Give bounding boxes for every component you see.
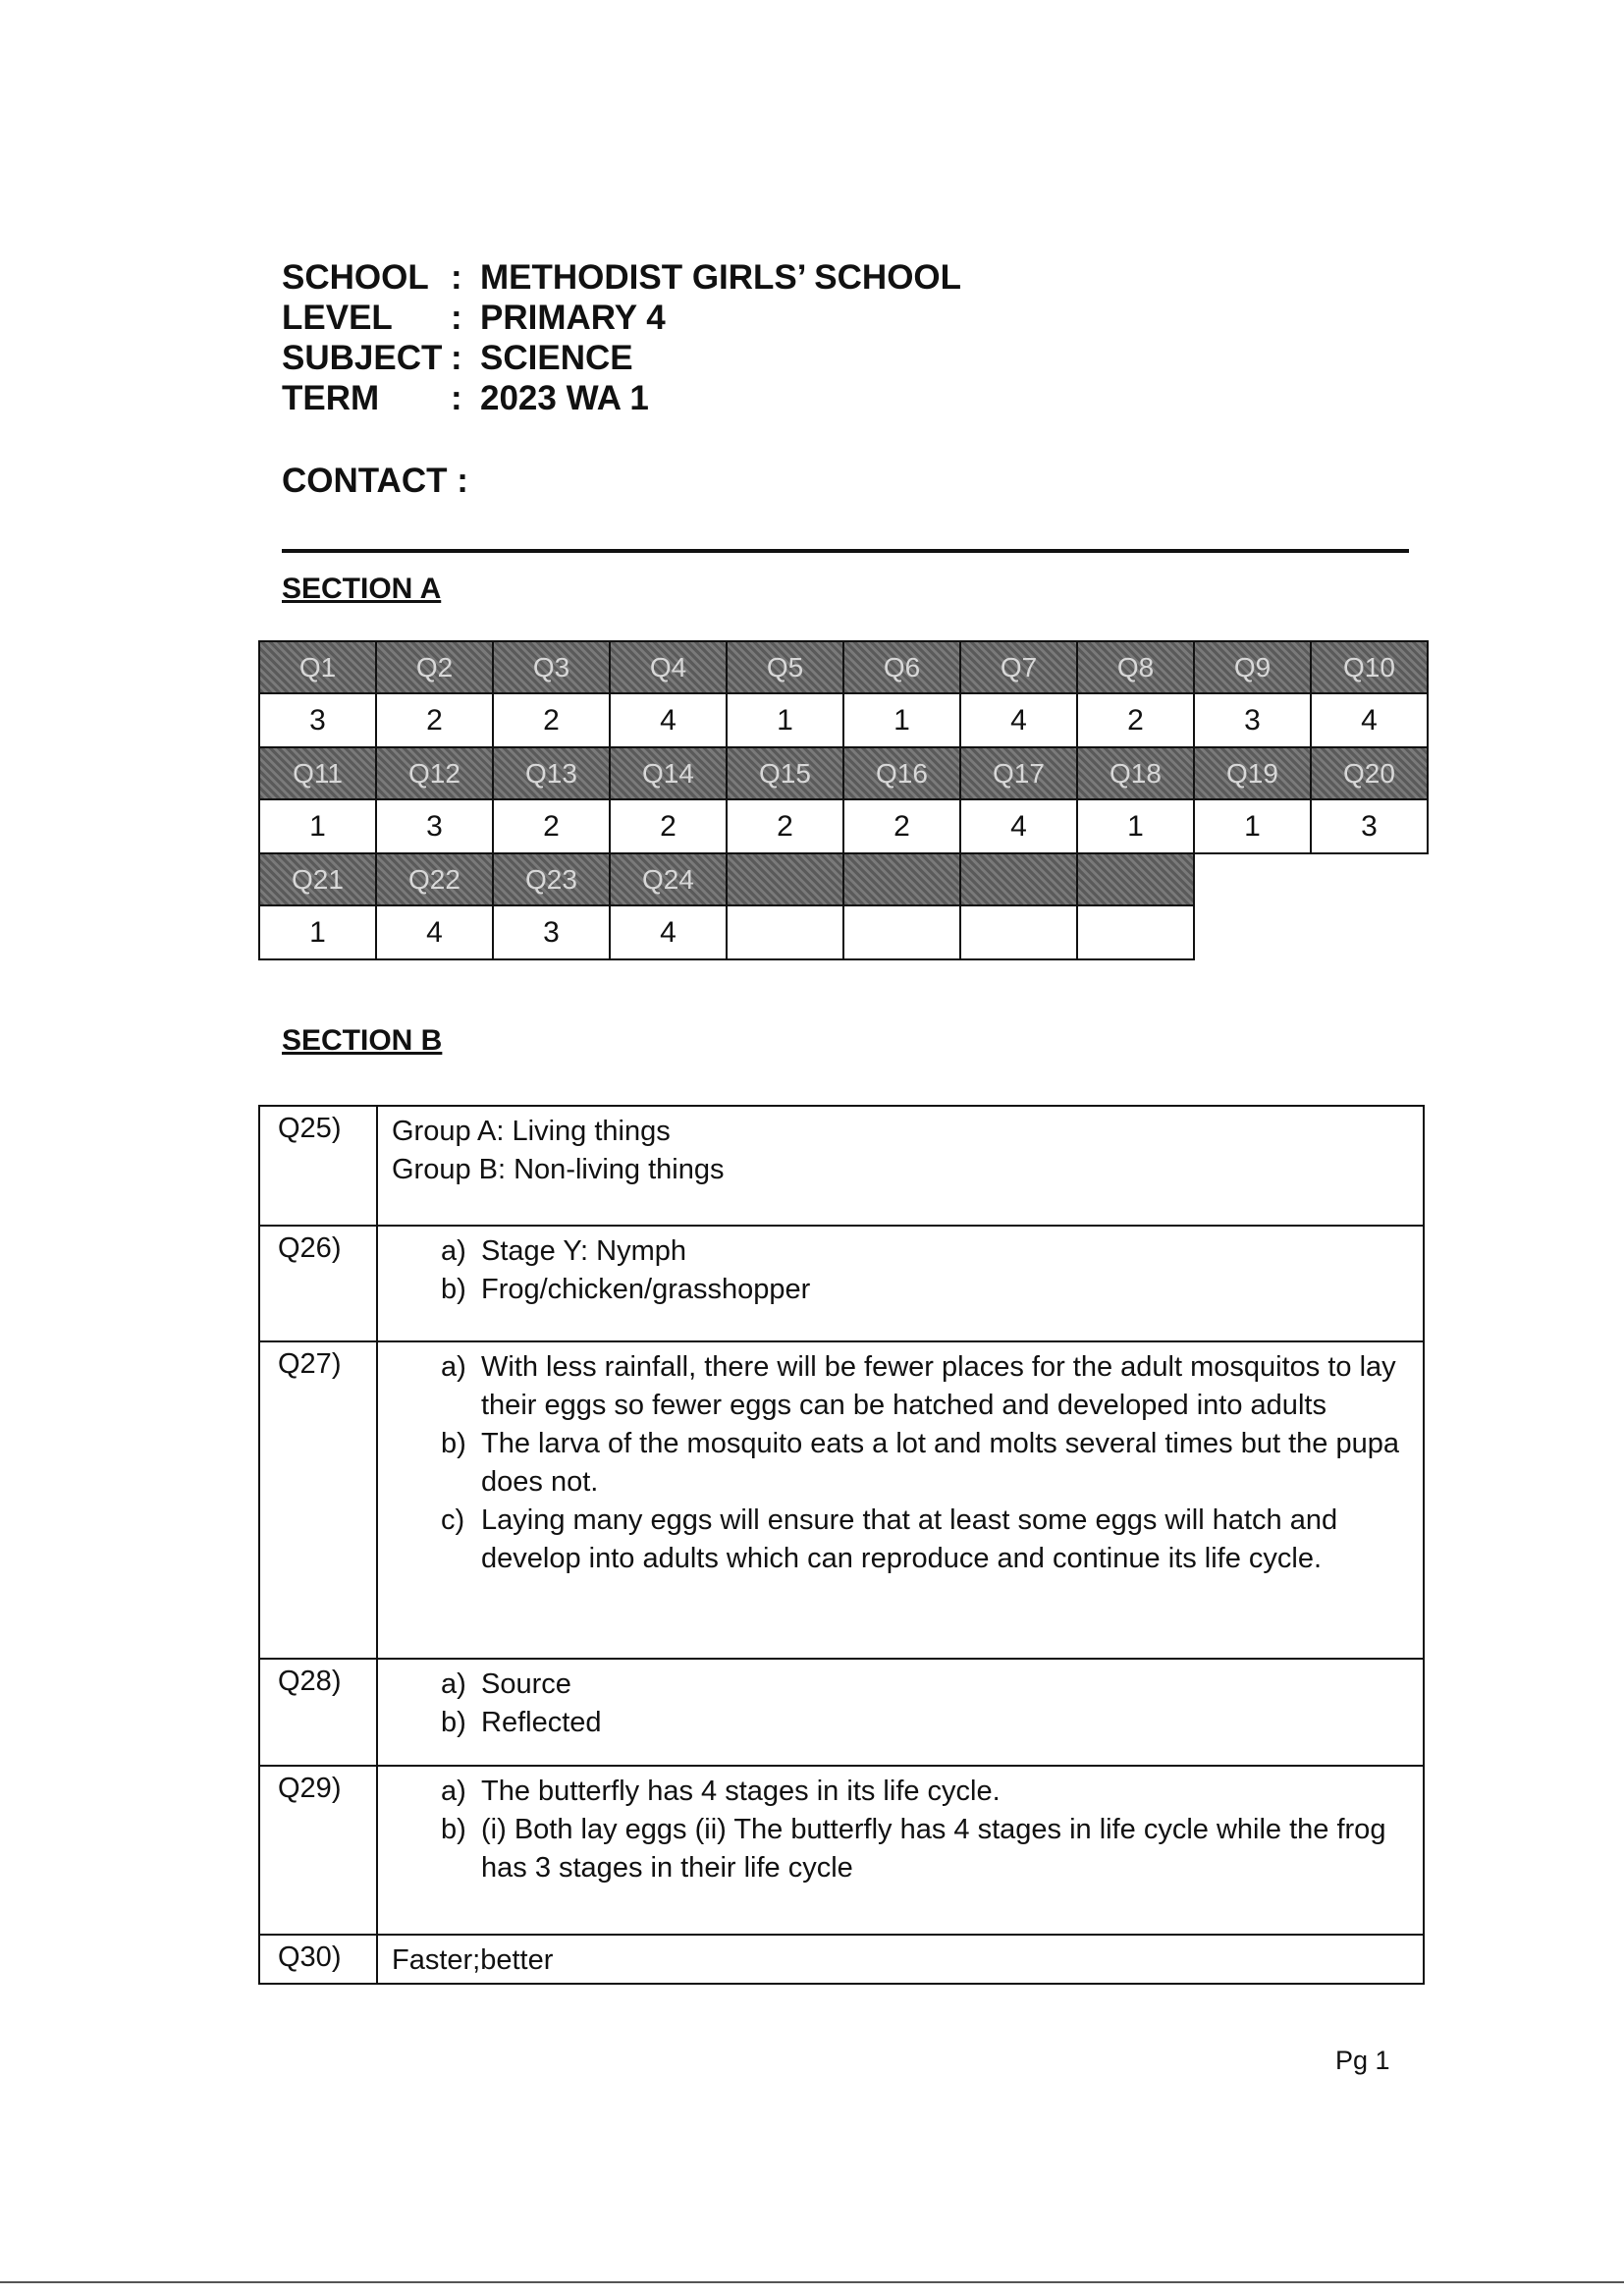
item-text: Reflected bbox=[481, 1707, 602, 1738]
answer-item bbox=[441, 1811, 1409, 1887]
page-bottom-line bbox=[0, 2281, 1624, 2283]
item-text: Source bbox=[481, 1668, 571, 1700]
answer-cell: 1 bbox=[259, 799, 376, 853]
question-number-cell: Q19 bbox=[1194, 747, 1311, 799]
answer-list bbox=[392, 1666, 1409, 1742]
item-marker: b) bbox=[441, 1274, 466, 1305]
answer-cell: 3 bbox=[493, 905, 610, 959]
header-row-subject bbox=[282, 338, 961, 378]
answer-cell bbox=[1077, 905, 1194, 959]
document-header bbox=[282, 257, 961, 418]
question-number: Q26) bbox=[259, 1226, 377, 1341]
question-number: Q30) bbox=[259, 1935, 377, 1984]
answer-item bbox=[441, 1271, 1409, 1309]
header-value: SCIENCE bbox=[480, 339, 633, 377]
item-text: The larva of the mosquito eats a lot and molts several times but the pupa does not. bbox=[481, 1428, 1399, 1498]
answer-cell: 2 bbox=[610, 799, 727, 853]
question-number-cell: Q11 bbox=[259, 747, 376, 799]
open-answer-row bbox=[259, 1226, 1424, 1341]
item-marker: b) bbox=[441, 1428, 466, 1459]
answer-row bbox=[259, 693, 1428, 747]
item-text: (i) Both lay eggs (ii) The butterfly has 4 stages in life cycle while the frog has 3 stages in their life cycle bbox=[481, 1814, 1386, 1884]
question-number-cell: Q15 bbox=[727, 747, 843, 799]
question-number-cell: Q7 bbox=[960, 641, 1077, 693]
item-text: Frog/chicken/grasshopper bbox=[481, 1274, 811, 1305]
header-divider bbox=[282, 549, 1409, 553]
item-text: Stage Y: Nymph bbox=[481, 1235, 687, 1267]
answer-line: Group B: Non-living things bbox=[392, 1154, 725, 1185]
answer-item bbox=[441, 1502, 1409, 1578]
question-number-row bbox=[259, 641, 1428, 693]
answer-row bbox=[259, 905, 1428, 959]
answer-cell: 1 bbox=[1194, 799, 1311, 853]
question-number-cell: Q5 bbox=[727, 641, 843, 693]
page-number: Pg 1 bbox=[1335, 2046, 1390, 2075]
header-value: METHODIST GIRLS’ SCHOOL bbox=[480, 258, 962, 297]
answer-cell: 3 bbox=[1311, 799, 1428, 853]
question-number-cell: Q16 bbox=[843, 747, 960, 799]
header-label: SCHOOL bbox=[282, 258, 429, 297]
item-text: The butterfly has 4 stages in its life cycle. bbox=[481, 1776, 1001, 1807]
answer-content bbox=[377, 1226, 1424, 1341]
item-text: With less rainfall, there will be fewer places for the adult mosquitos to lay their eggs so fewer eggs can be hatched and developed into adults bbox=[481, 1351, 1396, 1421]
answer-content bbox=[377, 1935, 1424, 1984]
answer-item bbox=[441, 1666, 1409, 1704]
answer-cell bbox=[727, 905, 843, 959]
question-number-cell: Q21 bbox=[259, 853, 376, 905]
item-marker: a) bbox=[441, 1235, 466, 1267]
answer-content bbox=[377, 1766, 1424, 1935]
answer-cell: 3 bbox=[1194, 693, 1311, 747]
header-colon: : bbox=[451, 379, 462, 417]
answer-row bbox=[259, 799, 1428, 853]
answer-cell: 3 bbox=[259, 693, 376, 747]
question-number-cell: Q8 bbox=[1077, 641, 1194, 693]
answer-cell: 2 bbox=[493, 693, 610, 747]
question-number: Q27) bbox=[259, 1341, 377, 1659]
answer-cell: 4 bbox=[960, 693, 1077, 747]
answer-cell: 4 bbox=[610, 905, 727, 959]
answer-list bbox=[392, 1348, 1409, 1578]
item-text: Laying many eggs will ensure that at least some eggs will hatch and develop into adults which can reproduce and continue its life cycle. bbox=[481, 1504, 1338, 1574]
empty-cell bbox=[1311, 905, 1428, 959]
question-number: Q25) bbox=[259, 1106, 377, 1226]
question-number: Q29) bbox=[259, 1766, 377, 1935]
question-number-cell: Q14 bbox=[610, 747, 727, 799]
open-answer-row bbox=[259, 1659, 1424, 1766]
answer-item bbox=[441, 1425, 1409, 1502]
question-number-cell: Q18 bbox=[1077, 747, 1194, 799]
answer-cell: 4 bbox=[1311, 693, 1428, 747]
answer-line: Group A: Living things bbox=[392, 1116, 671, 1147]
header-value: PRIMARY 4 bbox=[480, 299, 666, 337]
header-label: TERM bbox=[282, 379, 380, 417]
question-number-cell: Q23 bbox=[493, 853, 610, 905]
answer-list bbox=[392, 1232, 1409, 1309]
answer-item bbox=[441, 1773, 1409, 1811]
header-row-term bbox=[282, 378, 961, 418]
answer-cell: 1 bbox=[727, 693, 843, 747]
empty-cell bbox=[1194, 853, 1311, 905]
question-number-cell: Q6 bbox=[843, 641, 960, 693]
answer-line: Faster;better bbox=[392, 1944, 554, 1976]
question-number-cell: Q24 bbox=[610, 853, 727, 905]
question-number-cell: Q17 bbox=[960, 747, 1077, 799]
answer-cell: 4 bbox=[376, 905, 493, 959]
answer-cell: 2 bbox=[1077, 693, 1194, 747]
contact-label: CONTACT : bbox=[282, 462, 468, 500]
answer-content bbox=[377, 1341, 1424, 1659]
answer-item bbox=[441, 1232, 1409, 1271]
item-marker: b) bbox=[441, 1707, 466, 1738]
header-colon: : bbox=[451, 258, 462, 297]
question-number-cell: Q12 bbox=[376, 747, 493, 799]
answer-content bbox=[377, 1106, 1424, 1226]
question-number-cell: Q9 bbox=[1194, 641, 1311, 693]
section-a-answer-table bbox=[258, 640, 1429, 960]
question-number-cell bbox=[843, 853, 960, 905]
answer-cell: 2 bbox=[493, 799, 610, 853]
item-marker: a) bbox=[441, 1776, 466, 1807]
question-number-cell: Q1 bbox=[259, 641, 376, 693]
question-number-row bbox=[259, 747, 1428, 799]
header-label: LEVEL bbox=[282, 299, 393, 337]
question-number: Q28) bbox=[259, 1659, 377, 1766]
question-number-cell: Q2 bbox=[376, 641, 493, 693]
answer-cell bbox=[843, 905, 960, 959]
answer-list bbox=[392, 1773, 1409, 1887]
answer-cell: 1 bbox=[259, 905, 376, 959]
answer-cell: 4 bbox=[610, 693, 727, 747]
question-number-cell: Q10 bbox=[1311, 641, 1428, 693]
answer-cell bbox=[960, 905, 1077, 959]
header-row-level bbox=[282, 298, 961, 338]
open-answer-row bbox=[259, 1935, 1424, 1984]
question-number-row bbox=[259, 853, 1428, 905]
answer-cell: 2 bbox=[727, 799, 843, 853]
answer-item bbox=[441, 1704, 1409, 1742]
question-number-cell bbox=[960, 853, 1077, 905]
answer-cell: 3 bbox=[376, 799, 493, 853]
section-a-title: SECTION A bbox=[282, 573, 442, 605]
question-number-cell bbox=[1077, 853, 1194, 905]
answer-cell: 1 bbox=[843, 693, 960, 747]
answer-content bbox=[377, 1659, 1424, 1766]
answer-cell: 2 bbox=[843, 799, 960, 853]
item-marker: b) bbox=[441, 1814, 466, 1845]
question-number-cell: Q3 bbox=[493, 641, 610, 693]
empty-cell bbox=[1311, 853, 1428, 905]
question-number-cell: Q20 bbox=[1311, 747, 1428, 799]
answer-cell: 4 bbox=[960, 799, 1077, 853]
item-marker: a) bbox=[441, 1668, 466, 1700]
open-answer-row bbox=[259, 1766, 1424, 1935]
question-number-cell: Q4 bbox=[610, 641, 727, 693]
section-b-title: SECTION B bbox=[282, 1024, 443, 1057]
answer-cell: 2 bbox=[376, 693, 493, 747]
question-number-cell: Q13 bbox=[493, 747, 610, 799]
answer-cell: 1 bbox=[1077, 799, 1194, 853]
empty-cell bbox=[1194, 905, 1311, 959]
header-label: SUBJECT bbox=[282, 339, 443, 377]
header-colon: : bbox=[451, 299, 462, 337]
open-answer-row bbox=[259, 1341, 1424, 1659]
header-row-school bbox=[282, 257, 961, 298]
section-b-answer-table bbox=[258, 1105, 1425, 1985]
item-marker: a) bbox=[441, 1351, 466, 1383]
header-value: 2023 WA 1 bbox=[480, 379, 649, 417]
header-colon: : bbox=[451, 339, 462, 377]
question-number-cell: Q22 bbox=[376, 853, 493, 905]
answer-item bbox=[441, 1348, 1409, 1425]
question-number-cell bbox=[727, 853, 843, 905]
item-marker: c) bbox=[441, 1504, 465, 1536]
open-answer-row bbox=[259, 1106, 1424, 1226]
